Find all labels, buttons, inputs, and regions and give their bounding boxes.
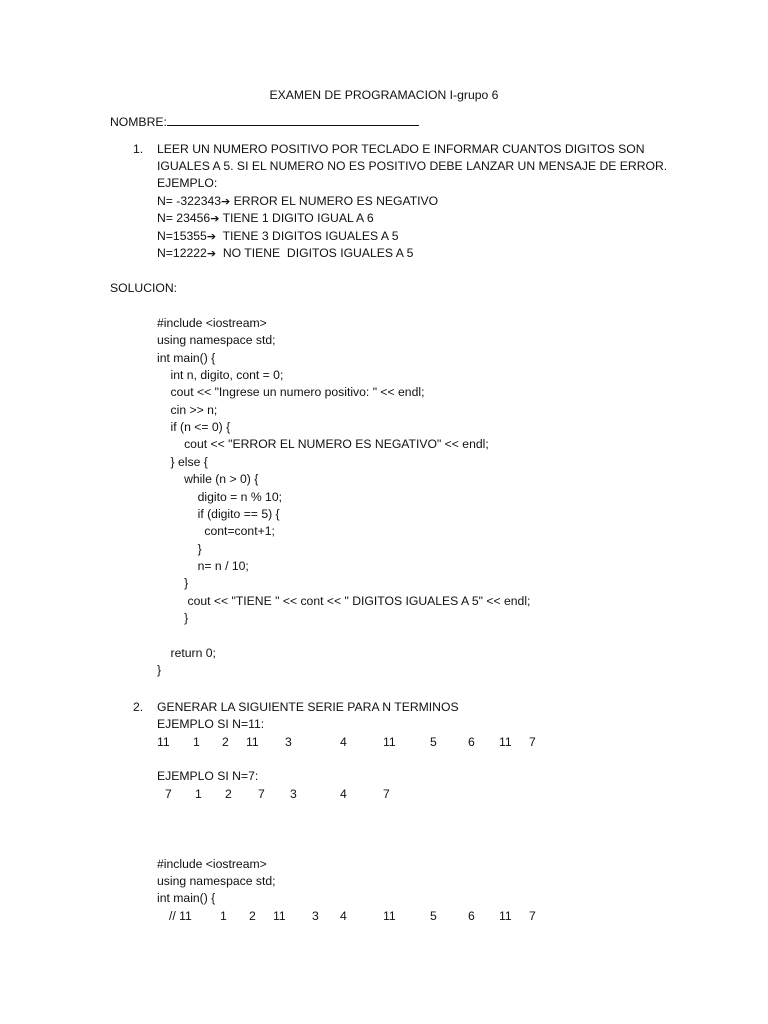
q2-line-2: EJEMPLO SI N=11: — [157, 717, 265, 731]
name-blank — [167, 114, 419, 126]
q1-number: 1. — [133, 142, 144, 156]
page-title: EXAMEN DE PROGRAMACION I-grupo 6 — [269, 88, 499, 102]
code-line: cout << "ERROR EL NUMERO ES NEGATIVO" << endl; — [157, 437, 489, 452]
series-value: 11 — [499, 735, 512, 749]
code-line: cout << "TIENE " << cont << " DIGITOS IGUALES A 5" << endl; — [157, 593, 531, 608]
q1-line-1: LEER UN NUMERO POSITIVO POR TECLADO E INFORMAR CUANTOS DIGITOS SON — [157, 142, 645, 156]
example-input: N= -322343 — [157, 194, 222, 208]
code-line: digito = n % 10; — [157, 489, 282, 504]
code-line: } else { — [157, 454, 208, 469]
example-input: N=12222 — [157, 246, 207, 260]
code-line: #include <iostream> — [157, 316, 267, 330]
solution-label: SOLUCION: — [110, 281, 178, 295]
series-value: 3 — [290, 787, 297, 801]
q2-example-2-label: EJEMPLO SI N=7: — [157, 769, 259, 783]
series-7-row — [0, 786, 768, 803]
q2-number: 2. — [133, 700, 144, 714]
series-value: 7 — [529, 735, 536, 749]
code-line: } — [157, 663, 162, 677]
series-value: 7 — [165, 787, 172, 801]
q1-example-4 — [157, 245, 413, 262]
example-output: TIENE 3 DIGITOS IGUALES A 5 — [222, 229, 399, 243]
comment-value: 11 — [499, 909, 512, 923]
code-line: while (n > 0) { — [157, 472, 259, 487]
comment-prefix: // 11 — [169, 909, 192, 923]
comment-value: 5 — [430, 909, 437, 923]
q1-example-1 — [157, 193, 438, 210]
series-value: 2 — [225, 787, 232, 801]
code2-comment-row — [0, 908, 768, 925]
series-value: 5 — [430, 735, 437, 749]
code-line: } — [157, 610, 189, 625]
example-input: N= 23456 — [157, 211, 211, 225]
series-value: 11 — [157, 735, 170, 749]
series-value: 4 — [340, 787, 347, 801]
series-value: 6 — [468, 735, 475, 749]
code-line: } — [157, 541, 202, 556]
code-line: cin >> n; — [157, 402, 218, 417]
q1-line-2: IGUALES A 5. SI EL NUMERO NO ES POSITIVO DEBE LANZAR UN MENSAJE DE ERROR. — [157, 159, 668, 173]
code2-line-3: int main() { — [157, 891, 216, 905]
code-line: if (n <= 0) { — [157, 420, 231, 435]
example-input: N=15355 — [157, 229, 207, 243]
q1-line-3: EJEMPLO: — [157, 176, 218, 190]
series-value: 11 — [383, 735, 396, 749]
code-line: using namespace std; — [157, 333, 276, 348]
series-value: 11 — [246, 735, 259, 749]
code-line: int n, digito, cont = 0; — [157, 368, 284, 383]
comment-value: 6 — [468, 909, 475, 923]
comment-value: 1 — [220, 909, 227, 923]
comment-value: 4 — [340, 909, 347, 923]
series-value: 4 — [340, 735, 347, 749]
series-value: 7 — [383, 787, 390, 801]
q1-example-3 — [157, 228, 398, 245]
arrow-right-icon: ➔ — [206, 230, 217, 243]
code2-line-2: using namespace std; — [157, 874, 276, 888]
comment-value: 11 — [273, 909, 286, 923]
series-value: 3 — [285, 735, 292, 749]
comment-value: 3 — [312, 909, 319, 923]
name-label: NOMBRE: — [110, 115, 167, 129]
arrow-right-icon: ➔ — [221, 195, 231, 208]
series-value: 2 — [222, 735, 229, 749]
q2-line-1: GENERAR LA SIGUIENTE SERIE PARA N TERMINOS — [157, 700, 459, 714]
name-field-line — [110, 114, 419, 131]
comment-value: 2 — [249, 909, 256, 923]
series-value: 7 — [258, 787, 265, 801]
code-line: cout << "Ingrese un numero positivo: " << endl; — [157, 385, 425, 400]
code-line: } — [157, 576, 189, 591]
comment-value: 11 — [383, 909, 396, 923]
q1-example-2 — [157, 210, 374, 227]
code-line: cont=cont+1; — [157, 524, 275, 539]
code-line: if (digito == 5) { — [157, 506, 280, 521]
comment-value: 7 — [529, 909, 536, 923]
series-value: 1 — [193, 735, 200, 749]
code2-line-1: #include <iostream> — [157, 857, 267, 871]
arrow-right-icon: ➔ — [206, 247, 217, 260]
example-output: NO TIENE DIGITOS IGUALES A 5 — [222, 246, 414, 260]
series-value: 1 — [195, 787, 202, 801]
code-line: int main() { — [157, 350, 216, 365]
code-line: n= n / 10; — [157, 558, 249, 573]
example-output: TIENE 1 DIGITO IGUAL A 6 — [222, 211, 374, 225]
series-11-row — [0, 734, 768, 751]
example-output: ERROR EL NUMERO ES NEGATIVO — [233, 194, 439, 208]
code-line: return 0; — [157, 645, 216, 660]
arrow-right-icon: ➔ — [210, 212, 220, 225]
